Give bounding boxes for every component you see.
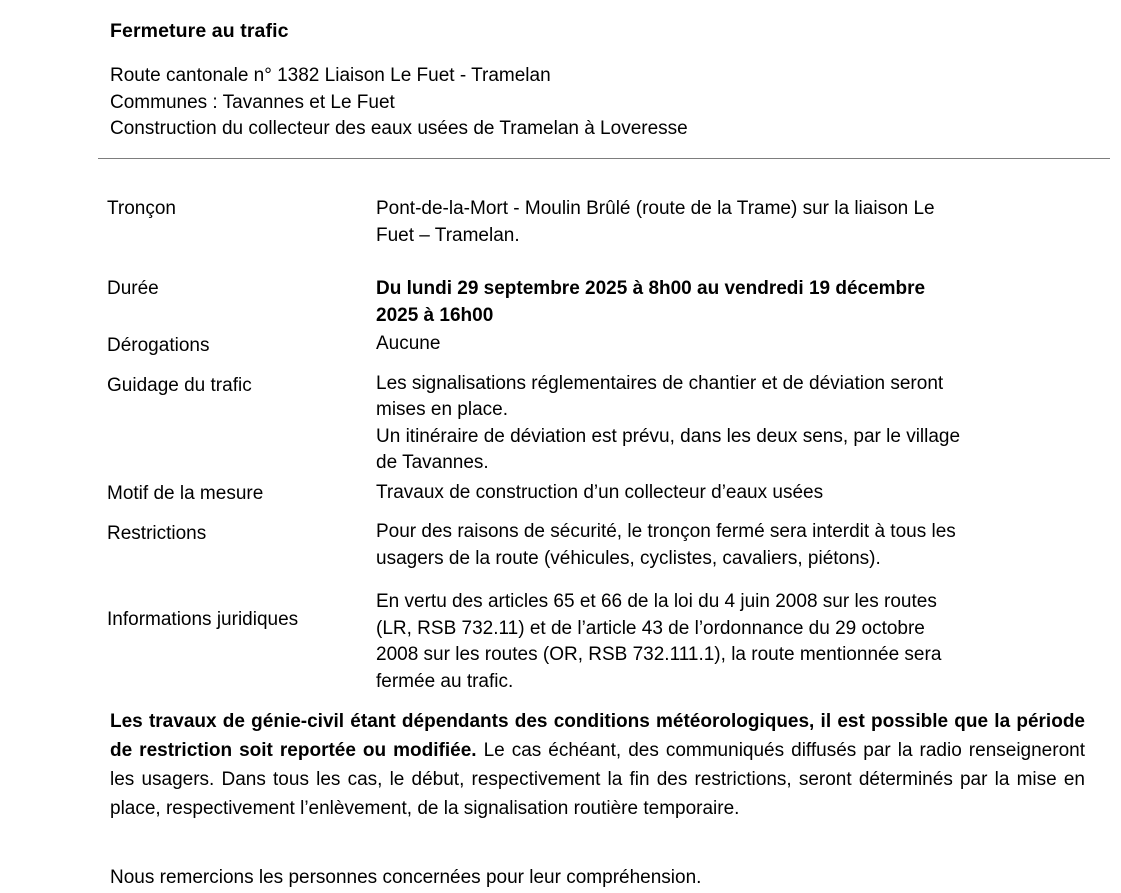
spec-label-informations-juridiques: Informations juridiques [107,609,299,630]
spec-value-troncon [376,196,1067,276]
header-divider [98,158,1110,159]
table-row [107,589,1067,695]
value-line: Un itinéraire de déviation est prévu, dans les deux sens, par le village [376,425,961,447]
spec-label-guidage: Guidage du trafic [107,374,252,396]
value-line: 2008 sur les routes (OR, RSB 732.111.1), la route mentionnée sera [376,644,942,665]
spec-label-derogations: Dérogations [107,335,210,356]
table-row [107,371,1067,480]
spec-label-duree: Durée [107,278,159,299]
notice-bold-text: Les travaux de génie-civil étant dépendants des conditions météorologiques, il est possible que la période de restriction soit reportée ou modifiée. [110,711,1085,761]
value-line: mises en place. [376,399,509,420]
value-line: Aucune [376,333,441,354]
spec-label-restrictions: Restrictions [107,523,207,544]
spec-value-guidage [376,371,1067,480]
table-row [107,196,1067,276]
subject-block [110,63,688,143]
spec-value-duree [376,276,1067,331]
notice-regular-text: Le cas échéant, des communiqués diffusés par la radio renseigneront les usagers. Dans tous les cas, le début, respectivement la fin des restrictions, seront déterminés par la mise en place, respectivement l’enlèvement, de la signalisation routière temporaire. [110,740,1085,819]
value-line: En vertu des articles 65 et 66 de la loi du 4 juin 2008 sur les routes [376,591,937,612]
table-row [107,519,1067,589]
spec-label-troncon: Tronçon [107,198,176,219]
value-line: de Tavannes. [376,452,489,473]
value-line: 2025 à 16h00 [376,304,494,326]
value-line: Pour des raisons de sécurité, le tronçon fermé sera interdit à tous les [376,521,956,542]
table-row [107,480,1067,520]
subject-line-road: Route cantonale n° 1382 Liaison Le Fuet - Tramelan [110,65,551,86]
table-row [107,331,1067,371]
value-line: usagers de la route (véhicules, cyclistes, cavaliers, piétons). [376,547,881,569]
weather-notice-paragraph [110,707,1085,823]
value-line: fermée au trafic. [376,670,514,692]
spec-label-motif: Motif de la mesure [107,482,264,504]
spec-value-informations-juridiques [376,589,1067,695]
table-row [107,276,1067,331]
page-title: Fermeture au trafic [110,20,289,43]
value-line: Du lundi 29 septembre 2025 à 8h00 au vendredi 19 décembre [376,278,926,299]
value-line: Les signalisations réglementaires de chantier et de déviation seront [376,372,944,394]
subject-line-communes: Communes : Tavannes et Le Fuet [110,91,395,113]
specification-table [107,196,1067,695]
closing-statement: Nous remercions les personnes concernées pour leur compréhension. [110,867,702,888]
value-line: Fuet – Tramelan. [376,224,520,246]
value-line: (LR, RSB 732.11) et de l’article 43 de l’ordonnance du 29 octobre [376,617,925,639]
value-line: Travaux de construction d’un collecteur d’eaux usées [376,481,824,503]
value-line: Pont-de-la-Mort - Moulin Brûlé (route de la Trame) sur la liaison Le [376,198,935,219]
spec-value-derogations [376,331,1067,371]
subject-line-project: Construction du collecteur des eaux usées de Tramelan à Loveresse [110,118,688,139]
spec-value-motif [376,480,1067,520]
spec-value-restrictions [376,519,1067,589]
